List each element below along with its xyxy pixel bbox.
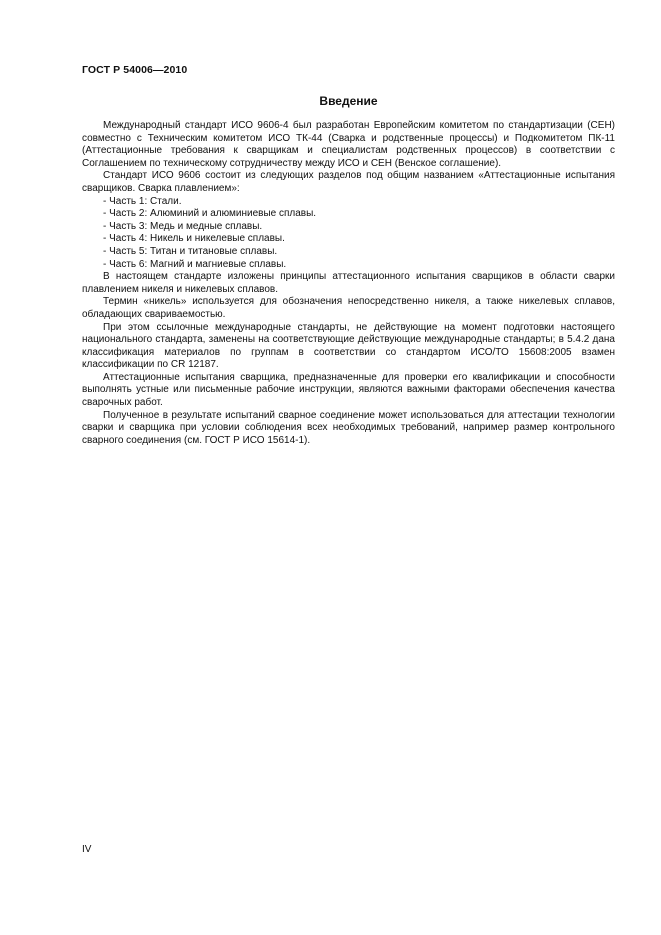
paragraph: Стандарт ИСО 9606 состоит из следующих разделов под общим названием «Аттестационные испытания сварщиков. Сварка плавлением»: — [82, 170, 615, 194]
list-item: - Часть 4: Никель и никелевые сплавы. — [103, 233, 285, 245]
paragraph: Международный стандарт ИСО 9606-4 был разработан Европейским комитетом по стандартизации (СЕН) совместно с Техническим комитетом ИСО ТК-44 (Сварка и родственные процессы) и Подкомитетом ПК-11 (Аттестационные требования к сварщикам и специалистам родственных процессов) в соответствии с Соглашением по техническому сотрудничеству между ИСО и СЕН (Венское соглашение). — [82, 120, 615, 169]
paragraph: Аттестационные испытания сварщика, предназначенные для проверки его квалификации и способности выполнять устные или письменные рабочие инструкции, являются важными факторами обеспечения качества сварочных работ. — [82, 371, 615, 409]
paragraph: Полученное в результате испытаний сварное соединение может использоваться для аттестации технологии сварки и сварщика при условии соблюдения всех необходимых требований, например размер контрольного сварного соединения (см. ГОСТ Р ИСО 15614-1). — [82, 409, 615, 446]
list-item: - Часть 1: Стали. — [103, 195, 182, 207]
list-item: - Часть 3: Медь и медные сплавы. — [103, 220, 263, 232]
paragraph: Термин «никель» используется для обозначения непосредственно никеля, а также никелевых сплавов, обладающих свариваемостью. — [82, 296, 615, 320]
paragraph: При этом ссылочные международные стандарты, не действующие на момент подготовки настоящего национального стандарта, заменены на соответствующие действующие международные стандарты; в 5.4.2 дана классификация материалов по группам в соответствии со стандартом ИСО/ТО 15608:2005 взамен классификации по CR 12187. — [82, 321, 615, 371]
list-item: - Часть 2: Алюминий и алюминиевые сплавы. — [103, 208, 317, 220]
list-item: - Часть 5: Титан и титановые сплавы. — [103, 245, 278, 257]
document-standard-number: ГОСТ Р 54006—2010 — [82, 64, 188, 76]
paragraph: В настоящем стандарте изложены принципы аттестационного испытания сварщиков в области сварки плавлением никеля и никелевых сплавов. — [82, 271, 615, 295]
introduction-body — [82, 120, 615, 447]
page-number: IV — [82, 844, 92, 855]
list-item: - Часть 6: Магний и магниевые сплавы. — [103, 258, 287, 270]
section-title: Введение — [319, 94, 378, 108]
